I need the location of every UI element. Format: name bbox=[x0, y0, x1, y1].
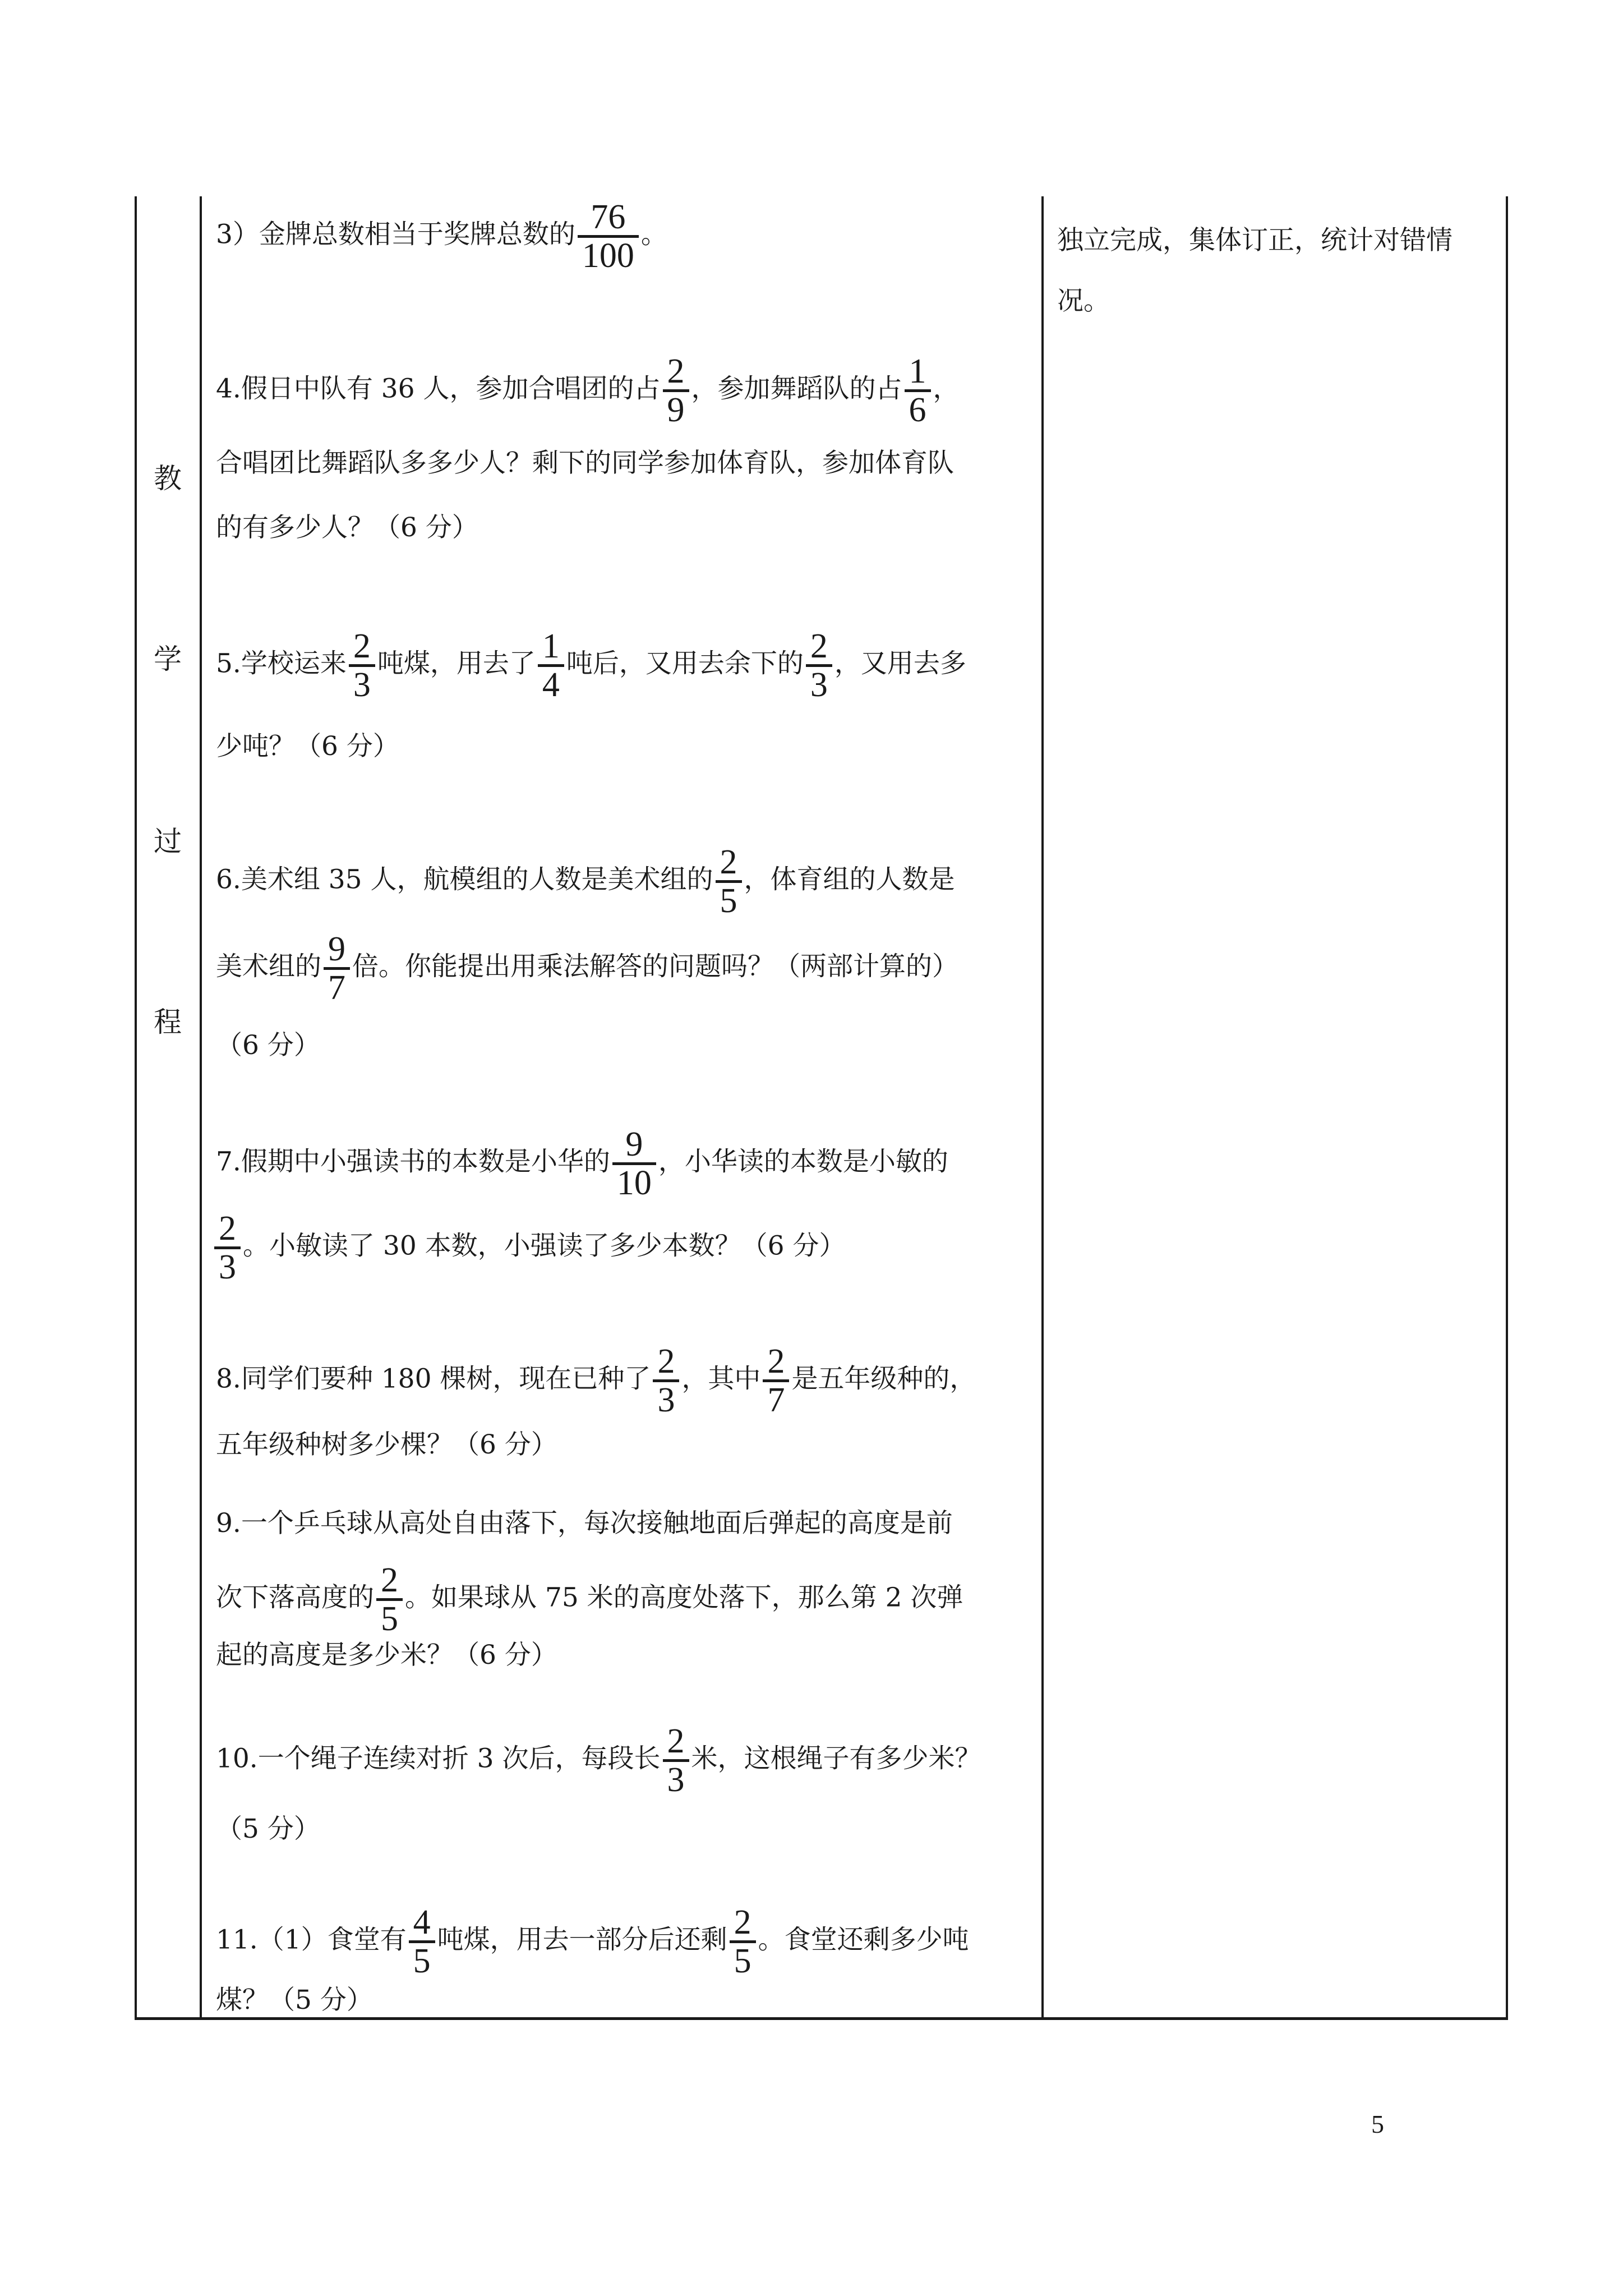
question-4 bbox=[216, 353, 1035, 428]
question-10 bbox=[216, 1723, 1035, 1798]
numerator: 76 bbox=[591, 198, 626, 236]
question-3 bbox=[216, 199, 1035, 274]
fraction bbox=[716, 844, 742, 919]
text: 10.一个绳子连续对折 3 次后，每段长 bbox=[216, 1743, 661, 1774]
numerator: 2 bbox=[353, 627, 371, 665]
question-9-line-3: 起的高度是多少米？（6 分） bbox=[216, 1640, 557, 1671]
denominator: 3 bbox=[214, 1246, 241, 1285]
text: ，参加舞蹈队的占 bbox=[691, 373, 902, 404]
fraction bbox=[663, 1723, 689, 1798]
numerator: 1 bbox=[542, 627, 560, 665]
fraction bbox=[349, 628, 375, 703]
denominator: 5 bbox=[716, 880, 742, 919]
text: 。如果球从 75 米的高度处落下，那么第 2 次弹 bbox=[405, 1582, 963, 1613]
fraction bbox=[376, 1562, 403, 1637]
denominator: 10 bbox=[612, 1162, 656, 1201]
question-6-line-2 bbox=[216, 931, 1035, 1006]
section-label-char: 过 bbox=[154, 825, 182, 858]
fraction bbox=[663, 353, 689, 428]
text: 4.假日中队有 36 人，参加合唱团的占 bbox=[216, 373, 661, 404]
question-9-line-1: 9.一个乒乓球从高处自由落下，每次接触地面后弹起的高度是前 bbox=[216, 1508, 953, 1539]
text: 7.假期中小强读书的本数是小华的 bbox=[216, 1146, 610, 1177]
question-8-line-2: 五年级种树多少棵？（6 分） bbox=[216, 1429, 557, 1460]
question-7 bbox=[216, 1126, 1035, 1201]
denominator: 3 bbox=[653, 1379, 679, 1418]
numerator: 2 bbox=[767, 1342, 785, 1381]
question-8 bbox=[216, 1343, 1035, 1418]
text: 6.美术组 35 人，航模组的人数是美术组的 bbox=[216, 864, 713, 895]
denominator: 7 bbox=[763, 1379, 789, 1418]
table-bottom-border bbox=[135, 2017, 1508, 2020]
text: 美术组的 bbox=[216, 951, 321, 982]
text: 是五年级种的， bbox=[791, 1363, 976, 1395]
text: ，其中 bbox=[681, 1363, 761, 1395]
numerator: 2 bbox=[667, 1722, 685, 1760]
text: ，小华读的本数是小敏的 bbox=[658, 1146, 948, 1177]
numerator: 9 bbox=[328, 930, 345, 968]
text: 吨后，又用去余下的 bbox=[566, 648, 804, 679]
denominator: 6 bbox=[905, 389, 931, 428]
text: 。食堂还剩多少吨 bbox=[758, 1924, 969, 1955]
denominator: 3 bbox=[663, 1759, 689, 1798]
question-7-line-2 bbox=[212, 1211, 1031, 1285]
text: 。小敏读了 30 本数，小强读了多少本数？（6 分） bbox=[243, 1230, 846, 1262]
question-9-line-2 bbox=[216, 1562, 1035, 1637]
text: 3）金牌总数相当于奖牌总数的 bbox=[216, 219, 575, 250]
text: 5.学校运来 bbox=[216, 648, 347, 679]
question-6 bbox=[216, 844, 1035, 919]
text: 次下落高度的 bbox=[216, 1582, 374, 1613]
numerator: 2 bbox=[734, 1903, 751, 1941]
fraction bbox=[578, 199, 639, 274]
numerator: 2 bbox=[381, 1561, 398, 1599]
denominator: 5 bbox=[409, 1940, 435, 1979]
numerator: 9 bbox=[625, 1125, 643, 1163]
numerator: 2 bbox=[219, 1209, 236, 1248]
text: ，又用去多 bbox=[834, 648, 966, 679]
text: 吨煤，用去一部分后还剩 bbox=[437, 1924, 727, 1955]
denominator: 3 bbox=[349, 664, 375, 703]
table-right-border bbox=[1506, 196, 1508, 2019]
fraction bbox=[612, 1126, 656, 1201]
denominator: 4 bbox=[538, 664, 564, 703]
text: 11.（1）食堂有 bbox=[216, 1924, 407, 1955]
denominator: 5 bbox=[730, 1940, 756, 1979]
question-4-line-2: 合唱团比舞蹈队多多少人？剩下的同学参加体育队，参加体育队 bbox=[216, 448, 954, 478]
fraction bbox=[653, 1343, 679, 1418]
question-5 bbox=[216, 628, 1035, 703]
fraction bbox=[806, 628, 832, 703]
teaching-note: 独立完成，集体订正，统计对错情况。 bbox=[1057, 225, 1453, 316]
numerator: 4 bbox=[413, 1903, 431, 1941]
fraction bbox=[538, 628, 564, 703]
question-6-line-3: （6 分） bbox=[216, 1030, 320, 1061]
text: ， bbox=[933, 373, 960, 404]
section-label-char: 学 bbox=[154, 643, 182, 675]
section-label-char: 教 bbox=[154, 462, 182, 495]
text: ，体育组的人数是 bbox=[744, 864, 955, 895]
numerator: 2 bbox=[810, 627, 828, 665]
text: 吨煤，用去了 bbox=[377, 648, 536, 679]
fraction bbox=[905, 353, 931, 428]
numerator: 2 bbox=[657, 1342, 675, 1381]
question-4-line-3: 的有多少人？（6 分） bbox=[216, 512, 478, 543]
denominator: 3 bbox=[806, 664, 832, 703]
question-10-line-2: （5 分） bbox=[216, 1814, 320, 1844]
question-11-line-2: 煤？（5 分） bbox=[216, 1985, 373, 2016]
page-number: 5 bbox=[1371, 2110, 1384, 2138]
denominator: 9 bbox=[663, 389, 689, 428]
fraction bbox=[730, 1904, 756, 1979]
numerator: 1 bbox=[909, 352, 926, 390]
question-5-line-2: 少吨？（6 分） bbox=[216, 731, 399, 762]
table-divider-2 bbox=[1041, 196, 1044, 2019]
denominator: 5 bbox=[376, 1598, 403, 1637]
denominator: 100 bbox=[578, 235, 639, 274]
fraction bbox=[763, 1343, 789, 1418]
fraction bbox=[324, 931, 350, 1006]
numerator: 2 bbox=[667, 352, 685, 390]
text: 米，这根绳子有多少米？ bbox=[691, 1743, 981, 1774]
fraction bbox=[409, 1904, 435, 1979]
text: 。 bbox=[640, 219, 667, 250]
denominator: 7 bbox=[324, 967, 350, 1006]
numerator: 2 bbox=[720, 843, 737, 881]
text: 倍。你能提出用乘法解答的问题吗？（两部计算的） bbox=[352, 951, 958, 982]
fraction bbox=[214, 1211, 241, 1285]
section-label-char: 程 bbox=[154, 1006, 182, 1038]
question-11 bbox=[216, 1904, 1035, 1979]
text: 8.同学们要种 180 棵树，现在已种了 bbox=[216, 1363, 651, 1395]
